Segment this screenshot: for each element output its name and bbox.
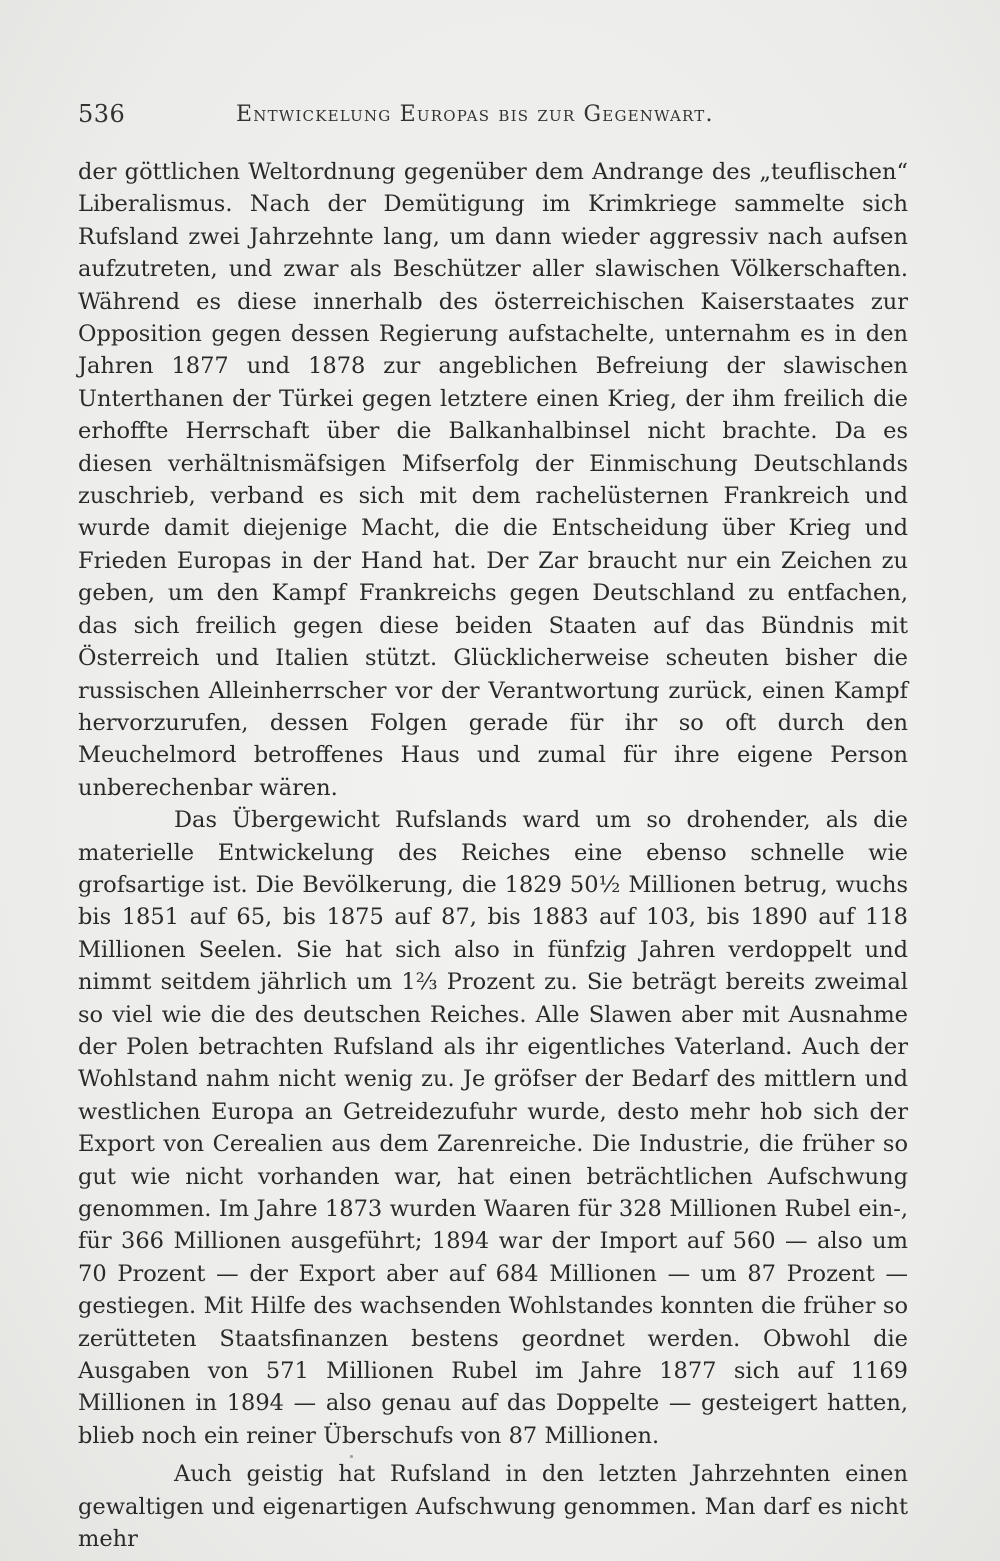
paragraph-russia-growth: Das Übergewicht Rufslands ward um so drohender, als die materielle Entwickelung des Reiches eine ebenso schnelle wie grofsartige ist. Die Bevölkerung, die 1829 50½ Millionen betrug, wuchs bis 1851 auf 65, bis 1875 auf 87, bis 1883 auf 103, bis 1890 auf 118 Millionen Seelen. Sie hat sich also in fünfzig Jahren verdoppelt und nimmt seitdem jährlich um 1⅔ Prozent zu. Sie beträgt bereits zweimal so viel wie die des deutschen Reiches. Alle Slawen aber mit Ausnahme der Polen betrachten Rufsland als ihr eigentliches Vaterland. Auch der Wohlstand nahm nicht wenig zu. Je gröfser der Bedarf des mittlern und westlichen Europa an Getreidezufuhr wurde, desto mehr hob sich der Export von Cerealien aus dem Zarenreiche. Die Industrie, die früher so gut wie nicht vorhanden war, hat einen beträchtlichen Aufschwung genommen. Im Jahre 1873 wurden Waaren für 328 Millionen Rubel ein-, für 366 Millionen ausgeführt; 1894 war der Import auf 560 — also um 70 Prozent — der Export aber auf 684 Millionen — um 87 Prozent — gestiegen. Mit Hilfe des wachsenden Wohlstandes konnten die früher so zerütteten Staatsfinanzen bestens geordnet werden. Obwohl die Ausgaben von 571 Millionen Rubel im Jahre 1877 sich auf 1169 Millionen in 1894 — also genau auf das Doppelte — gesteigert hatten, blieb noch ein reiner Überschufs von 87 Millionen. — [78, 807, 908, 1449]
paragraph-intellectual-rise: Auch geistig hat Rufsland in den letzten Jahrzehnten einen gewaltigen und eigenartigen Aufschwung genommen. Man darf es nicht mehr — [78, 1461, 908, 1553]
running-head: Entwickelung Europas bis zur Gegenwart. — [236, 102, 714, 127]
paper-speck — [350, 1455, 353, 1458]
page-header — [78, 100, 908, 140]
page-number: 536 — [78, 100, 126, 128]
body-text — [78, 156, 908, 1555]
paragraph-continuation: der göttlichen Weltordnung gegenüber dem Andrange des „teuflischen“ Liberalismus. Nach der Demütigung im Krimkriege sammelte sich Rufsland zwei Jahrzehnte lang, um dann wieder aggressiv nach aufsen aufzutreten, und zwar als Beschützer aller slawischen Völkerschaften. Während es diese innerhalb des österreichischen Kaiserstaates zur Opposition gegen dessen Regierung aufstachelte, unternahm es in den Jahren 1877 und 1878 zur angeblichen Befreiung der slawischen Unterthanen der Türkei gegen letztere einen Krieg, der ihm freilich die erhoffte Herrschaft über die Balkanhalbinsel nicht brachte. Da es diesen verhältnismäfsigen Mifserfolg der Einmischung Deutschlands zuschrieb, verband es sich mit dem rachelüsternen Frankreich und wurde damit diejenige Macht, die die Entscheidung über Krieg und Frieden Europas in der Hand hat. Der Zar braucht nur ein Zeichen zu geben, um den Kampf Frankreichs gegen Deutschland zu entfachen, das sich freilich gegen diese beiden Staaten auf das Bündnis mit Österreich und Italien stützt. Glücklicherweise scheuten bisher die russischen Alleinherrscher vor der Verantwortung zurück, einen Kampf hervorzurufen, dessen Folgen gerade für ihr so oft durch den Meuchelmord betroffenes Haus und zumal für ihre eigene Person unberechenbar wären. — [78, 159, 908, 801]
